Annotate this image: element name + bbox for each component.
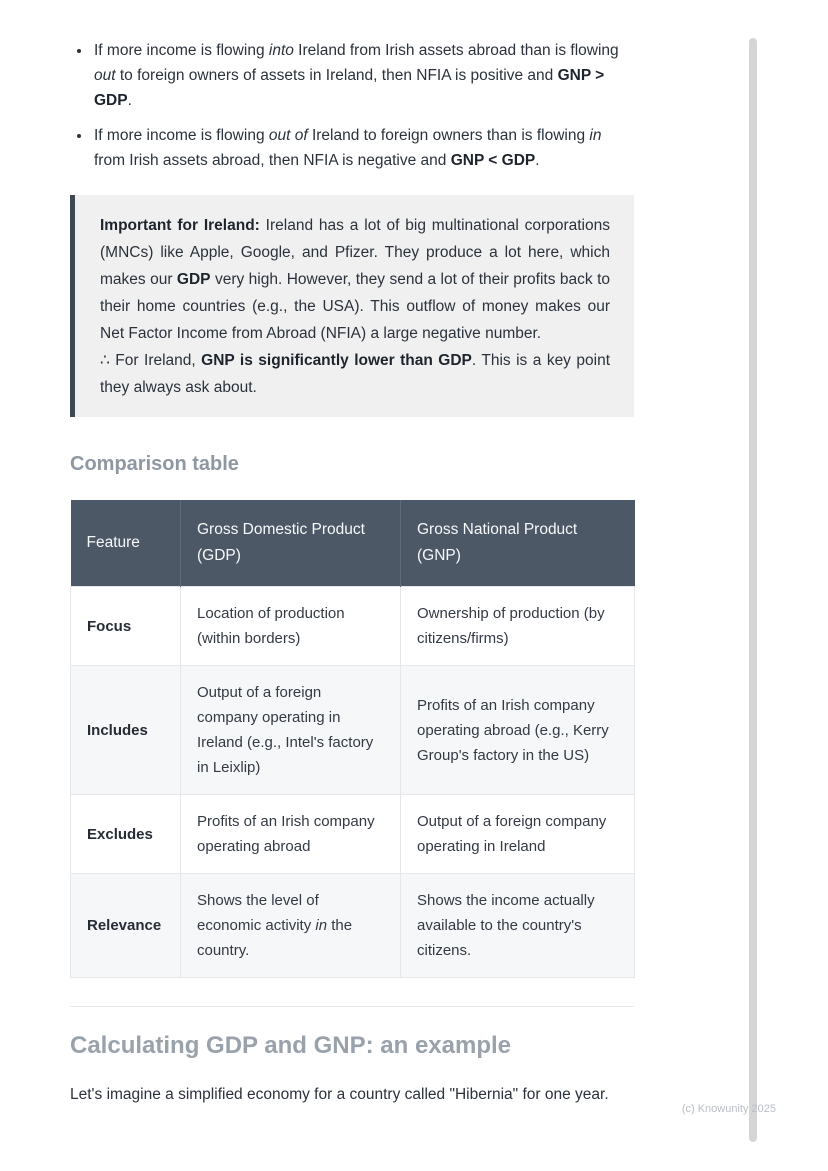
bullet-text-italic: in xyxy=(589,127,602,144)
cell-text: Shows the level of economic activity xyxy=(197,892,319,934)
callout-text: very high. However, they send a lot of their profits back to their home countries (e.g., the USA). This outflow of money makes our Net Factor Income from Abroad (NFIA) a large negative number. xyxy=(100,271,610,342)
table-header-gdp: Gross Domestic Product (GDP) xyxy=(181,500,401,587)
bullet-text: Ireland from Irish assets abroad than is flowing xyxy=(293,42,619,59)
document-content xyxy=(70,38,634,1107)
table-cell-gnp: Shows the income actually available to the country's citizens. xyxy=(401,874,635,978)
table-cell-feature: Excludes xyxy=(71,795,181,874)
table-cell-gdp xyxy=(181,874,401,978)
callout-text: . This is a key point they always ask about. xyxy=(100,352,610,396)
bullet-text-bold: GNP > GDP xyxy=(94,67,605,109)
table-cell-gdp: Output of a foreign company operating in Ireland (e.g., Intel's factory in Leixlip) xyxy=(181,666,401,795)
callout-important-for-ireland xyxy=(70,195,634,417)
bullet-text: If more income is flowing xyxy=(94,42,269,59)
comparison-table xyxy=(70,500,635,978)
comparison-table-heading: Comparison table xyxy=(70,453,239,475)
table-cell-gnp: Output of a foreign company operating in Ireland xyxy=(401,795,635,874)
bullet-text-italic: out xyxy=(94,67,116,84)
table-cell-feature: Relevance xyxy=(71,874,181,978)
bullet-text-bold: GNP < GDP xyxy=(450,152,536,169)
callout-paragraph xyxy=(100,212,610,401)
table-row xyxy=(71,874,635,978)
callout-text: Ireland has a lot of big multinational corporations (MNCs) like Apple, Google, and Pfizer. They produce a lot here, which makes our xyxy=(100,217,610,288)
knowunity-watermark: (c) Knowunity 2025 xyxy=(681,1103,776,1115)
bullet-item xyxy=(92,38,634,113)
table-cell-feature: Includes xyxy=(71,666,181,795)
table-cell-gnp: Ownership of production (by citizens/firms) xyxy=(401,587,635,666)
bullet-text-italic: into xyxy=(268,42,294,59)
bullet-text: from Irish assets abroad, then NFIA is negative and xyxy=(94,152,451,169)
scrollbar[interactable] xyxy=(749,38,757,1142)
table-row xyxy=(71,666,635,795)
callout-lead-bold: Important for Ireland: xyxy=(100,217,260,234)
bullet-text: . xyxy=(535,152,540,169)
cell-text-italic: in xyxy=(315,917,328,934)
table-header-row xyxy=(71,500,635,587)
bullet-text: to foreign owners of assets in Ireland, then NFIA is positive and xyxy=(115,67,558,84)
example-section-heading: Calculating GDP and GNP: an example xyxy=(70,1032,511,1059)
cell-text: the country. xyxy=(197,917,353,959)
bullet-item xyxy=(92,123,634,173)
bullet-list xyxy=(70,38,634,173)
table-row xyxy=(71,587,635,666)
example-intro-text: Let's imagine a simplified economy for a country called "Hibernia" for one year. xyxy=(70,1086,609,1103)
table-header-feature: Feature xyxy=(71,500,181,587)
bullet-text-italic: out of xyxy=(268,127,308,144)
bullet-text: . xyxy=(127,92,132,109)
table-header-gnp: Gross National Product (GNP) xyxy=(401,500,635,587)
table-cell-feature: Focus xyxy=(71,587,181,666)
callout-text-bold: GNP is significantly lower than GDP xyxy=(201,352,472,369)
callout-text: ∴ For Ireland, xyxy=(100,352,202,369)
section-divider xyxy=(70,1006,634,1007)
callout-text-bold: GDP xyxy=(176,271,211,288)
table-cell-gnp: Profits of an Irish company operating abroad (e.g., Kerry Group's factory in the US) xyxy=(401,666,635,795)
table-row xyxy=(71,795,635,874)
table-cell-gdp: Profits of an Irish company operating abroad xyxy=(181,795,401,874)
bullet-text: Ireland to foreign owners than is flowing xyxy=(307,127,590,144)
bullet-text: If more income is flowing xyxy=(94,127,269,144)
table-cell-gdp: Location of production (within borders) xyxy=(181,587,401,666)
